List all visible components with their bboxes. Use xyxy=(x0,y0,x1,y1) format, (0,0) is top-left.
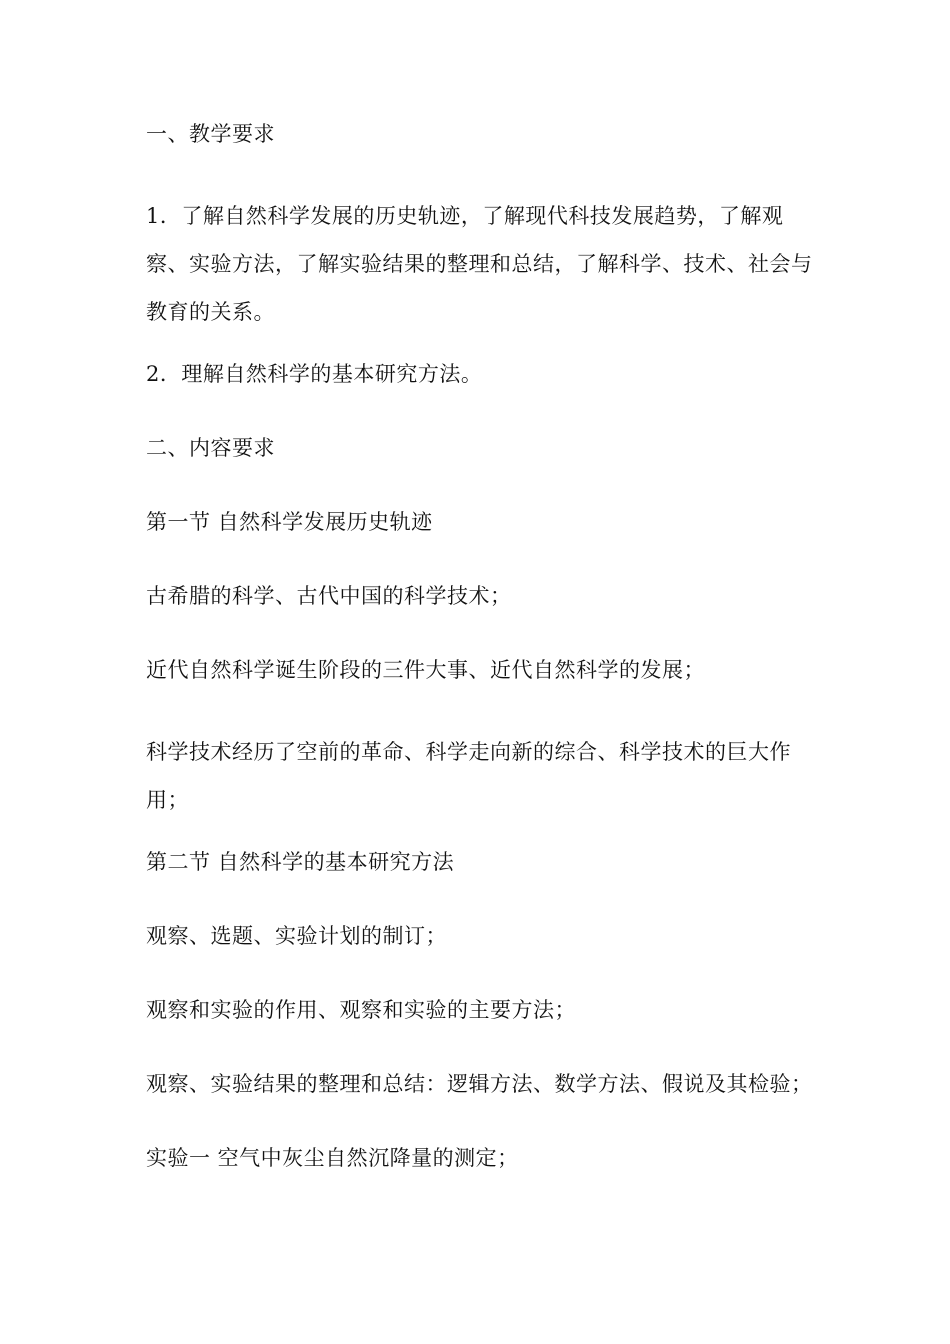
section-2-line-1: 观察、选题、实验计划的制订； xyxy=(146,924,447,948)
heading-teaching-requirements: 一、教学要求 xyxy=(146,122,275,146)
document-body xyxy=(146,118,816,1216)
section-2-line-2: 观察和实验的作用、观察和实验的主要方法； xyxy=(146,998,576,1022)
section-2-title: 第二节 自然科学的基本研究方法 xyxy=(146,850,455,874)
section-1-title: 第一节 自然科学发展历史轨迹 xyxy=(146,510,433,534)
section-1-line-1: 古希腊的科学、古代中国的科学技术； xyxy=(146,584,512,608)
section-1-line-3: 科学技术经历了空前的革命、科学走向新的综合、科学技术的巨大作用； xyxy=(146,740,791,812)
heading-content-requirements: 二、内容要求 xyxy=(146,436,275,460)
requirement-item-1: 1．了解自然科学发展的历史轨迹，了解现代科技发展趋势，了解观察、实验方法，了解实验结果的整理和总结，了解科学、技术、社会与教育的关系。 xyxy=(146,204,813,324)
section-2-line-3: 观察、实验结果的整理和总结：逻辑方法、数学方法、假说及其检验； xyxy=(146,1072,813,1096)
section-2-line-4: 实验一 空气中灰尘自然沉降量的测定； xyxy=(146,1146,519,1170)
requirement-item-2: 2．理解自然科学的基本研究方法。 xyxy=(146,362,483,386)
section-1-line-2: 近代自然科学诞生阶段的三件大事、近代自然科学的发展； xyxy=(146,658,705,682)
